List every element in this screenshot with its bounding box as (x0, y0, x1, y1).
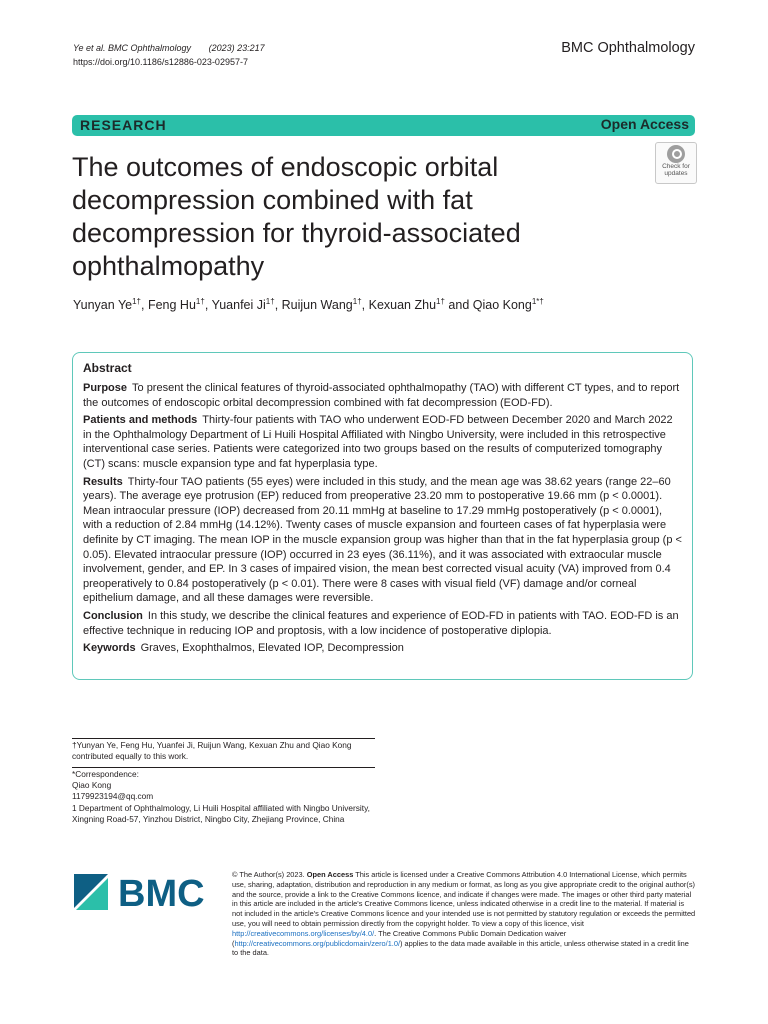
journal-name: BMC Ophthalmology (561, 40, 695, 56)
citation-year: (2023) 23:217 (208, 43, 265, 53)
bmc-logo (74, 872, 214, 912)
doi-link[interactable]: https://doi.org/10.1186/s12886-023-02957-7 (73, 57, 248, 67)
article-type-banner (72, 115, 695, 136)
bmc-logo-text: BMC (118, 873, 205, 912)
abstract-results: Results Thirty-four TAO patients (55 eyes) were included in this study, and the mean age was 38.62 years (range 22–60 years). The average eye protrusion (EP) reduced from preoperative 23.20 mm to postoperative 19.66 mm (p < 0.0001). Mean intraocular pressure (IOP) decreased from 20.11 mmHg at baseline to 17.29 mmHg postoperatively (p < 0.0001), with a reduction of 2.84 mmHg (14.12%). Twenty cases of muscle expansion and fourteen cases of fat hyperplasia were definite by CT imaging. The mean IOP in the muscle expansion group was higher than that in the fat hyperplasia group (p < 0.05). Elevated intraocular pressure (IOP) occurred in 23 eyes (36.11%), and it was associated with extraocular muscle involvement, gender, and EP. In 3 cases of impaired vision, the mean best corrected visual acuity (VA) improved from 0.4 preoperatively to 0.84 postoperatively (p < 0.01). There were 8 cases with visual field (VF) damage and/or corneal epithelium damage, and all these damages were reversible. (83, 475, 682, 605)
correspondence-label: *Correspondence: (72, 769, 139, 779)
correspondence-email[interactable]: 1179923194@qq.com (72, 791, 154, 802)
author-name[interactable]: Ruijun Wang (281, 298, 353, 313)
abstract-purpose: Purpose To present the clinical features of thyroid-associated ophthalmopathy (TAO) with different CT types, and to report the outcomes of endoscopic orbital decompression combined with fat decompression (EOD-FD). (83, 382, 680, 409)
author-affil: 1† (195, 297, 205, 306)
affiliation: 1 Department of Ophthalmology, Li Huili Hospital affiliated with Ningbo University, Xingning Road-57, Yinzhou District, Ningbo City, Zhejiang Province, China (72, 802, 370, 824)
update-icon (667, 145, 685, 163)
author-name[interactable]: Qiao Kong (472, 298, 532, 313)
author-name[interactable]: Feng Hu (147, 298, 196, 313)
check-for-updates-badge[interactable] (655, 142, 697, 184)
author-affil: 1† (352, 297, 362, 306)
open-access-label: Open Access (600, 116, 689, 132)
author-name[interactable]: Kexuan Zhu (368, 298, 437, 313)
footnote-divider (72, 738, 375, 739)
license-link[interactable]: http://creativecommons.org/licenses/by/4.0/ (232, 928, 375, 938)
correspondence-name: Qiao Kong (72, 780, 112, 791)
bmc-logo-mark-icon (74, 872, 214, 912)
citation-header (73, 41, 265, 69)
footnote-divider (72, 767, 375, 768)
author-affil: 1*† (531, 297, 544, 306)
abstract-methods: Patients and methods Thirty-four patients with TAO who underwent EOD-FD between December 2020 and March 2022 in the Ophthalmology Department of Li Huili Hospital Affiliated with Ningbo University, were included in this retrospective interventional case series. Patients were categorized into two groups based on the results of computerized tomography (CT) scans: muscle expansion type and fat hyperplasia type. (83, 414, 673, 470)
author-name[interactable]: Yunyan Ye (73, 298, 133, 313)
check-updates-line1: Check for (662, 163, 690, 170)
author-list: Yunyan $Ye^{1\dagger}$, Feng $Hu^{1\dagger}$, Yuanfei $Ji^{1\dagger}$, Ruijun Wang$^{1\dagger}$, Kexuan Zhu$^{1\dagger}$ and Qiao Kong$^{1*\dagger}$ (73, 297, 544, 313)
abstract-conclusion: Conclusion In this study, we describe the clinical features and experience of EOD-FD in patients with TAO. EOD-FD is an effective technique in reducing IOP and proptosis, with a low incidence of postoperative diplopia. (83, 609, 679, 637)
author-affil: 1† (265, 297, 275, 306)
correspondence-block (72, 769, 372, 825)
license-statement: © The Author(s) 2023. Open Access This article is licensed under a Creative Commons Attribution 4.0 International License, which permits use, sharing, adaptation, distribution and reproduction in any medium or format, as long as you give appropriate credit to the original author(s) and the source, provide a link to the Creative Commons licence, and indicate if changes were made. The images or other third party material in this article are included in the article's Creative Commons licence, unless indicated otherwise in a credit line to the material. If material is not included in the article's Creative Commons licence and your intended use is not permitted by statutory regulation or exceeds the permitted use, you will need to obtain permission directly from the copyright holder. To view a copy of this licence, visit http://creativecommons.org/licenses/by/4.0/. The Creative Commons Public Domain Dedication waiver (http://creativecommons.org/publicdomain/zero/1.0/) applies to the data made available in this article, unless otherwise stated in a credit line to the data. (232, 870, 696, 958)
abstract-keywords: Keywords Graves, Exophthalmos, Elevated IOP, Decompression (83, 642, 404, 655)
author-affil: 1† (132, 297, 142, 306)
article-title: The outcomes of endoscopic orbital decompression combined with fat decompression for thyroid-associated ophthalmopathy (72, 152, 521, 281)
equal-contribution-note: †Yunyan Ye, Feng Hu, Yuanfei Ji, Ruijun Wang, Kexuan Zhu and Qiao Kong contributed equally to this work. (72, 740, 352, 762)
check-updates-line2: updates (664, 170, 688, 177)
article-type-label: RESEARCH (80, 117, 167, 133)
abstract-heading: Abstract (83, 361, 132, 375)
author-name[interactable]: Yuanfei Ji (211, 298, 266, 313)
abstract-box (72, 352, 693, 680)
author-affil: 1† (436, 297, 445, 306)
public-domain-link[interactable]: http://creativecommons.org/publicdomain/zero/1.0/ (234, 938, 401, 948)
citation-authors: Ye et al. BMC Ophthalmology (73, 43, 192, 53)
